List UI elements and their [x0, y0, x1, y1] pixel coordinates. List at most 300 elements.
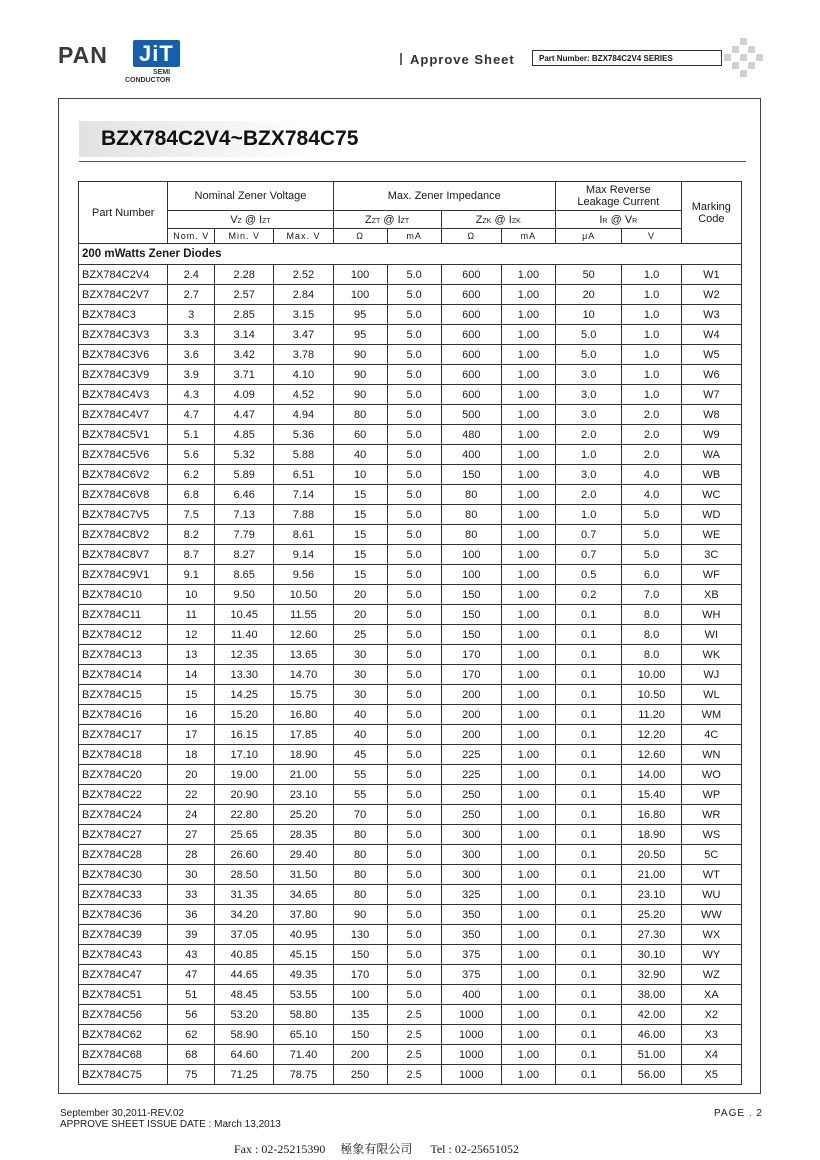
table-row	[79, 265, 742, 285]
table-cell: 30	[333, 685, 387, 705]
table-cell: 43	[168, 945, 215, 965]
part-number-cell: BZX784C2V4	[79, 265, 168, 285]
table-cell: 1.00	[501, 405, 555, 425]
table-cell: 21.00	[622, 865, 681, 885]
table-row	[79, 865, 742, 885]
table-cell: 0.1	[555, 1065, 622, 1085]
table-cell: 1000	[441, 1065, 501, 1085]
table-cell: 3.14	[215, 325, 274, 345]
table-cell: 1.00	[501, 965, 555, 985]
table-cell: 5.0	[555, 345, 622, 365]
table-cell: 31.50	[274, 865, 333, 885]
table-cell: WR	[681, 805, 741, 825]
table-cell: 5.0	[387, 925, 441, 945]
table-cell: 7.13	[215, 505, 274, 525]
table-cell: 1.00	[501, 865, 555, 885]
table-cell: 1.00	[501, 545, 555, 565]
table-cell: 56	[168, 1005, 215, 1025]
table-cell: 5.1	[168, 425, 215, 445]
table-cell: 0.1	[555, 965, 622, 985]
table-row	[79, 745, 742, 765]
part-number-cell: BZX784C14	[79, 665, 168, 685]
table-cell: 9.14	[274, 545, 333, 565]
table-cell: 14.25	[215, 685, 274, 705]
table-cell: 40	[333, 445, 387, 465]
part-number-cell: BZX784C8V7	[79, 545, 168, 565]
table-cell: XB	[681, 585, 741, 605]
title-divider	[79, 161, 746, 162]
table-row	[79, 545, 742, 565]
table-cell: 2.85	[215, 305, 274, 325]
table-cell: 36	[168, 905, 215, 925]
table-row	[79, 445, 742, 465]
table-cell: 45.15	[274, 945, 333, 965]
logo-jit-text: JiT	[133, 40, 180, 67]
table-cell: 2.0	[555, 425, 622, 445]
table-cell: 8.2	[168, 525, 215, 545]
zzk-symbol: Z	[475, 213, 483, 226]
table-cell: 25	[333, 625, 387, 645]
part-number-cell: BZX784C8V2	[79, 525, 168, 545]
table-cell: 2.57	[215, 285, 274, 305]
table-cell: 170	[441, 665, 501, 685]
table-cell: 23.10	[274, 785, 333, 805]
table-cell: 2.5	[387, 1045, 441, 1065]
table-cell: 10.50	[622, 685, 681, 705]
table-row	[79, 725, 742, 745]
table-cell: 5.0	[387, 845, 441, 865]
table-row	[79, 405, 742, 425]
table-cell: 200	[441, 705, 501, 725]
table-cell: 33	[168, 885, 215, 905]
table-cell: 0.1	[555, 705, 622, 725]
table-cell: 7.79	[215, 525, 274, 545]
part-number-box: Part Number: BZX784C2V4 SERIES	[532, 50, 722, 66]
table-cell: 5.0	[387, 345, 441, 365]
table-cell: 135	[333, 1005, 387, 1025]
table-cell: 170	[441, 645, 501, 665]
table-cell: WE	[681, 525, 741, 545]
table-cell: 5.0	[387, 465, 441, 485]
table-cell: 20.90	[215, 785, 274, 805]
part-number-cell: BZX784C56	[79, 1005, 168, 1025]
table-cell: 325	[441, 885, 501, 905]
table-cell: 80	[333, 845, 387, 865]
table-cell: 5.0	[622, 545, 681, 565]
table-cell: 4.94	[274, 405, 333, 425]
part-number-cell: BZX784C17	[79, 725, 168, 745]
table-cell: 15	[333, 505, 387, 525]
table-cell: 21.00	[274, 765, 333, 785]
table-cell: X2	[681, 1005, 741, 1025]
table-cell: 3C	[681, 545, 741, 565]
table-cell: 1.0	[622, 285, 681, 305]
table-cell: 20.50	[622, 845, 681, 865]
table-row	[79, 885, 742, 905]
table-cell: 6.8	[168, 485, 215, 505]
table-row	[79, 685, 742, 705]
table-cell: 10.45	[215, 605, 274, 625]
table-cell: 100	[333, 285, 387, 305]
table-cell: 18	[168, 745, 215, 765]
content-frame	[58, 98, 761, 1094]
table-row	[79, 945, 742, 965]
table-cell: 0.1	[555, 985, 622, 1005]
table-cell: WJ	[681, 665, 741, 685]
part-number-cell: BZX784C2V7	[79, 285, 168, 305]
table-cell: 40.85	[215, 945, 274, 965]
part-number-cell: BZX784C5V1	[79, 425, 168, 445]
table-cell: 200	[441, 685, 501, 705]
table-cell: 15.75	[274, 685, 333, 705]
table-cell: 10	[555, 305, 622, 325]
table-cell: 64.60	[215, 1045, 274, 1065]
table-cell: WA	[681, 445, 741, 465]
table-cell: 12.35	[215, 645, 274, 665]
table-cell: 150	[441, 585, 501, 605]
table-cell: 17.85	[274, 725, 333, 745]
table-cell: 30.10	[622, 945, 681, 965]
table-cell: 7.5	[168, 505, 215, 525]
table-cell: 3.6	[168, 345, 215, 365]
part-number-cell: BZX784C24	[79, 805, 168, 825]
units-row	[79, 229, 742, 244]
ir-subscript: R	[602, 217, 608, 225]
table-row	[79, 605, 742, 625]
table-cell: 10	[333, 465, 387, 485]
table-cell: 5.0	[387, 785, 441, 805]
table-cell: 16.80	[622, 805, 681, 825]
table-cell: 51	[168, 985, 215, 1005]
table-cell: 5.89	[215, 465, 274, 485]
decorative-squares-icon	[724, 38, 764, 78]
izt-symbol: I	[397, 213, 401, 226]
table-row	[79, 325, 742, 345]
table-cell: 5.0	[622, 505, 681, 525]
table-cell: 5.0	[387, 825, 441, 845]
table-cell: 14.00	[622, 765, 681, 785]
table-cell: 5.0	[387, 685, 441, 705]
table-cell: 80	[333, 885, 387, 905]
table-cell: 49.35	[274, 965, 333, 985]
part-number-cell: BZX784C4V7	[79, 405, 168, 425]
table-row	[79, 1065, 742, 1085]
table-cell: 600	[441, 385, 501, 405]
table-cell: 90	[333, 365, 387, 385]
part-number-cell: BZX784C7V5	[79, 505, 168, 525]
table-cell: 1.0	[622, 365, 681, 385]
table-cell: 1.0	[622, 385, 681, 405]
part-number-cell: BZX784C6V8	[79, 485, 168, 505]
table-row	[79, 505, 742, 525]
table-cell: 5.0	[387, 965, 441, 985]
table-cell: 1.00	[501, 785, 555, 805]
unit-cell: Max. V	[274, 229, 333, 244]
part-number-cell: BZX784C11	[79, 605, 168, 625]
table-cell: 78.75	[274, 1065, 333, 1085]
part-number-cell: BZX784C15	[79, 685, 168, 705]
table-row	[79, 965, 742, 985]
table-row	[79, 385, 742, 405]
table-cell: 90	[333, 385, 387, 405]
table-cell: 0.1	[555, 865, 622, 885]
table-cell: 95	[333, 305, 387, 325]
table-cell: 15	[333, 525, 387, 545]
table-cell: 100	[441, 565, 501, 585]
table-cell: 1.00	[501, 625, 555, 645]
at-symbol: @	[244, 213, 257, 226]
table-cell: 1.0	[555, 505, 622, 525]
table-cell: 17	[168, 725, 215, 745]
table-cell: 400	[441, 445, 501, 465]
table-cell: 1.00	[501, 325, 555, 345]
table-cell: W7	[681, 385, 741, 405]
table-cell: 34.65	[274, 885, 333, 905]
table-cell: 1.00	[501, 425, 555, 445]
table-cell: 0.1	[555, 665, 622, 685]
at-symbol: @	[494, 213, 506, 226]
table-cell: 225	[441, 765, 501, 785]
table-cell: WY	[681, 945, 741, 965]
table-cell: X4	[681, 1045, 741, 1065]
table-cell: 2.4	[168, 265, 215, 285]
table-cell: 0.1	[555, 885, 622, 905]
table-cell: 375	[441, 945, 501, 965]
table-row	[79, 465, 742, 485]
table-cell: 500	[441, 405, 501, 425]
table-cell: 5.0	[387, 305, 441, 325]
table-cell: 150	[333, 945, 387, 965]
table-cell: 170	[333, 965, 387, 985]
table-cell: 8.0	[622, 645, 681, 665]
table-cell: 30	[333, 665, 387, 685]
part-number-cell: BZX784C12	[79, 625, 168, 645]
table-cell: 15	[168, 685, 215, 705]
table-cell: 90	[333, 345, 387, 365]
page-title: BZX784C2V4~BZX784C75	[101, 127, 359, 150]
header-leakage-line2: Leakage Current	[577, 196, 660, 208]
table-cell: 3.0	[555, 365, 622, 385]
footer-revision: September 30,2011-REV.02	[60, 1108, 184, 1119]
table-cell: 8.65	[215, 565, 274, 585]
table-cell: 5.0	[622, 525, 681, 545]
part-number-cell: BZX784C22	[79, 785, 168, 805]
part-number-cell: BZX784C18	[79, 745, 168, 765]
part-number-cell: BZX784C6V2	[79, 465, 168, 485]
table-cell: 2.5	[387, 1025, 441, 1045]
table-cell: 1.00	[501, 845, 555, 865]
table-cell: 44.65	[215, 965, 274, 985]
table-cell: WI	[681, 625, 741, 645]
table-cell: 7.0	[622, 585, 681, 605]
footer-contact: Fax : 02-25215390 極象有限公司 Tel : 02-25651052	[234, 1142, 519, 1156]
table-cell: 600	[441, 345, 501, 365]
table-cell: 4.0	[622, 485, 681, 505]
table-cell: 0.1	[555, 625, 622, 645]
table-cell: W5	[681, 345, 741, 365]
table-cell: 15.20	[215, 705, 274, 725]
table-cell: 100	[333, 985, 387, 1005]
table-cell: 1.00	[501, 525, 555, 545]
table-cell: 6.51	[274, 465, 333, 485]
table-row	[79, 1045, 742, 1065]
table-row	[79, 565, 742, 585]
table-cell: 75	[168, 1065, 215, 1085]
table-cell: 2.5	[387, 1065, 441, 1085]
table-cell: 1.00	[501, 665, 555, 685]
table-cell: 56.00	[622, 1065, 681, 1085]
divider-bar	[400, 53, 402, 65]
table-cell: 0.1	[555, 725, 622, 745]
table-cell: X5	[681, 1065, 741, 1085]
table-cell: 8.7	[168, 545, 215, 565]
part-number-cell: BZX784C30	[79, 865, 168, 885]
table-cell: 5.0	[387, 905, 441, 925]
table-cell: 1.00	[501, 645, 555, 665]
table-cell: 0.2	[555, 585, 622, 605]
unit-cell: Min. V	[215, 229, 274, 244]
table-cell: WZ	[681, 965, 741, 985]
ir-symbol: I	[599, 213, 603, 226]
table-cell: 3.9	[168, 365, 215, 385]
table-cell: 1000	[441, 1025, 501, 1045]
table-cell: 5.0	[387, 665, 441, 685]
table-cell: WO	[681, 765, 741, 785]
table-cell: 1.00	[501, 765, 555, 785]
table-cell: 350	[441, 925, 501, 945]
logo-pan-text: PAN	[58, 42, 108, 68]
table-row	[79, 585, 742, 605]
approve-sheet-text: Approve Sheet	[410, 52, 515, 67]
table-cell: 5.0	[555, 325, 622, 345]
table-cell: 0.7	[555, 545, 622, 565]
table-cell: 6.0	[622, 565, 681, 585]
table-cell: 30	[168, 865, 215, 885]
part-number-cell: BZX784C68	[79, 1045, 168, 1065]
header-max-zener-impedance: Max. Zener Impedance	[333, 182, 555, 211]
table-cell: 3.47	[274, 325, 333, 345]
table-cell: 3.3	[168, 325, 215, 345]
vz-subscript: Z	[237, 217, 242, 225]
table-cell: 46.00	[622, 1025, 681, 1045]
table-cell: 11	[168, 605, 215, 625]
table-cell: 1.00	[501, 1005, 555, 1025]
table-cell: WB	[681, 465, 741, 485]
table-cell: W9	[681, 425, 741, 445]
table-cell: 3.78	[274, 345, 333, 365]
table-cell: 4.09	[215, 385, 274, 405]
table-cell: 300	[441, 865, 501, 885]
table-cell: 1.0	[622, 325, 681, 345]
table-cell: 1.00	[501, 265, 555, 285]
table-cell: 5.0	[387, 705, 441, 725]
zzk-subscript: ZK	[482, 217, 492, 225]
part-number-cell: BZX784C27	[79, 825, 168, 845]
table-cell: 2.5	[387, 1005, 441, 1025]
table-cell: 250	[441, 805, 501, 825]
table-cell: 1.00	[501, 285, 555, 305]
table-cell: 1.00	[501, 725, 555, 745]
table-cell: 600	[441, 305, 501, 325]
table-cell: 5.0	[387, 325, 441, 345]
table-cell: 300	[441, 845, 501, 865]
table-cell: 28.35	[274, 825, 333, 845]
table-cell: 1.00	[501, 305, 555, 325]
table-cell: 1.0	[622, 305, 681, 325]
table-cell: 5.32	[215, 445, 274, 465]
unit-cell: mA	[501, 229, 555, 244]
table-cell: 1.0	[622, 345, 681, 365]
table-cell: 0.1	[555, 905, 622, 925]
table-cell: 9.50	[215, 585, 274, 605]
table-cell: 40	[333, 705, 387, 725]
table-cell: 71.40	[274, 1045, 333, 1065]
table-cell: 250	[441, 785, 501, 805]
part-number-cell: BZX784C16	[79, 705, 168, 725]
table-cell: 0.1	[555, 785, 622, 805]
table-cell: 5.0	[387, 765, 441, 785]
table-cell: 2.84	[274, 285, 333, 305]
table-cell: 80	[333, 825, 387, 845]
table-cell: 25.20	[622, 905, 681, 925]
part-number-cell: BZX784C3	[79, 305, 168, 325]
table-row	[79, 525, 742, 545]
table-cell: 5.0	[387, 285, 441, 305]
table-cell: 5.0	[387, 385, 441, 405]
table-cell: 12.60	[622, 745, 681, 765]
table-cell: 1.0	[622, 265, 681, 285]
logo-semi-text: SEMI	[153, 69, 171, 76]
zzt-subscript: ZT	[371, 217, 381, 225]
table-cell: 1.00	[501, 885, 555, 905]
table-cell: 40	[333, 725, 387, 745]
part-number-cell: BZX784C75	[79, 1065, 168, 1085]
table-cell: 17.10	[215, 745, 274, 765]
table-cell: 42.00	[622, 1005, 681, 1025]
table-cell: 2.0	[622, 425, 681, 445]
table-cell: 0.1	[555, 845, 622, 865]
table-row	[79, 1025, 742, 1045]
table-cell: 5.0	[387, 525, 441, 545]
table-cell: 5.36	[274, 425, 333, 445]
table-cell: 1.00	[501, 465, 555, 485]
table-cell: 5.0	[387, 565, 441, 585]
izk-symbol: I	[508, 213, 512, 226]
table-cell: 1.00	[501, 485, 555, 505]
header-nominal-zener-voltage: Nominal Zener Voltage	[168, 182, 333, 211]
table-cell: 38.00	[622, 985, 681, 1005]
table-cell: 3.71	[215, 365, 274, 385]
table-cell: 7.88	[274, 505, 333, 525]
table-cell: 5.0	[387, 405, 441, 425]
table-cell: 23.10	[622, 885, 681, 905]
table-cell: 14.70	[274, 665, 333, 685]
table-cell: 375	[441, 965, 501, 985]
table-cell: 5.0	[387, 865, 441, 885]
table-cell: 12	[168, 625, 215, 645]
part-number-cell: BZX784C39	[79, 925, 168, 945]
table-cell: 13	[168, 645, 215, 665]
table-cell: 5.0	[387, 545, 441, 565]
part-number-cell: BZX784C43	[79, 945, 168, 965]
table-cell: 1.00	[501, 805, 555, 825]
unit-cell: Ω	[441, 229, 501, 244]
section-title: 200 mWatts Zener Diodes	[79, 244, 742, 265]
table-cell: 1.00	[501, 705, 555, 725]
part-number-cell: BZX784C10	[79, 585, 168, 605]
table-cell: 350	[441, 905, 501, 925]
table-cell: WS	[681, 825, 741, 845]
